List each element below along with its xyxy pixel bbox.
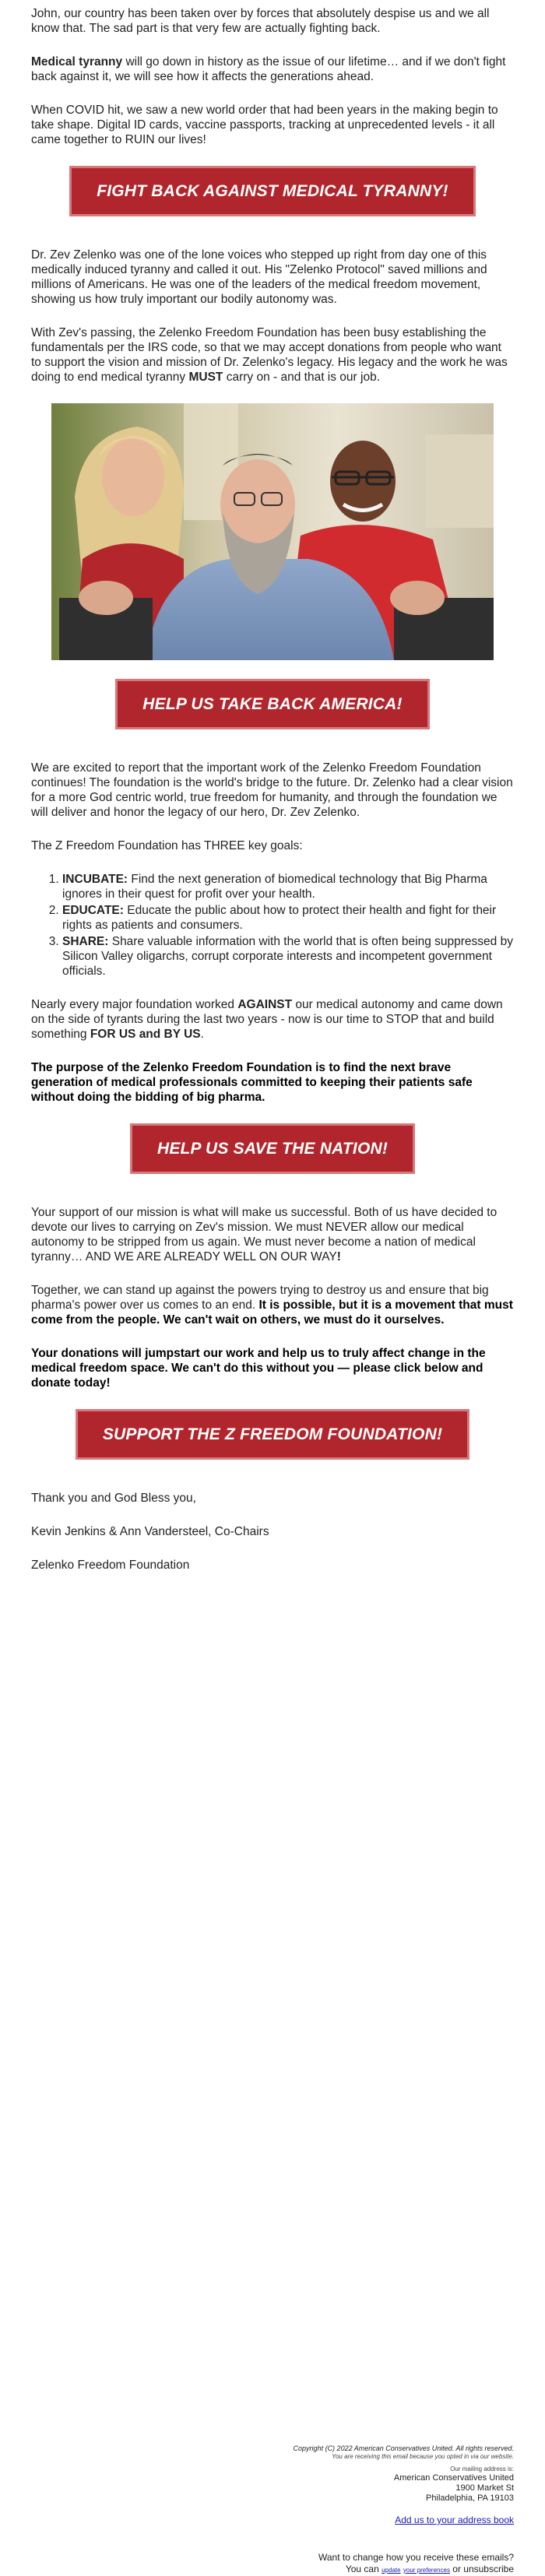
zelenko-paragraph: Dr. Zev Zelenko was one of the lone voices who stepped up right from day one of this medically induced tyranny and called it out. His "Zelenko Protocol" saved millions and millions of Americans. He was one of the leaders of the medical freedom movement, showing us how truly important our bodily autonomy was.: [31, 248, 487, 306]
email-footer: [202, 2444, 514, 2576]
goals-list: [31, 872, 514, 979]
you-can-text: You can: [345, 2564, 382, 2574]
paragraph-text: Together, we can stand up against the powers trying to destroy us and ensure that big pharma's power over us comes to an end.: [31, 1284, 489, 1312]
copyright-text: Copyright (C) 2022 American Conservatives United. All rights reserved.: [293, 2444, 514, 2452]
fight-back-button[interactable]: FIGHT BACK AGAINST MEDICAL TYRANNY!: [69, 166, 476, 216]
founders-photo: [51, 403, 494, 660]
list-item: [62, 903, 514, 933]
goal-label: SHARE:: [62, 935, 109, 948]
paragraph-text: carry on - and that is our job.: [223, 371, 381, 384]
goal-text: Find the next generation of biomedical technology that Big Pharma ignores in their quest for profit over your health.: [62, 873, 487, 901]
save-nation-button[interactable]: HELP US SAVE THE NATION!: [130, 1123, 415, 1174]
emphasis-text: AGAINST: [237, 998, 293, 1011]
goal-label: EDUCATE:: [62, 904, 124, 917]
thanks-text: Thank you and God Bless you,: [31, 1492, 196, 1505]
update-link[interactable]: update: [382, 2567, 401, 2574]
paragraph-text: Your support of our mission is what will make us successful. Both of us have decided to devote our lives to carrying on Zev's mission. We must NEVER allow our medical autonomy to be stripped from us again. We must never become a nation of medical tyranny… AND WE ARE ALREADY WELL ON OUR WAY: [31, 1206, 498, 1263]
list-item: [62, 872, 514, 901]
paragraph-text: With Zev's passing, the Zelenko Freedom Foundation has been busy establishing the fundamentals per the IRS code, so that we may accept donations from people who want to support the vision and mission of Dr. Zelenko's legacy. His legacy and the work he was doing to end medical tyranny: [31, 326, 508, 384]
take-back-america-button[interactable]: HELP US TAKE BACK AMERICA!: [115, 679, 429, 729]
mailing-label: Our mailing address is:: [450, 2465, 514, 2472]
covid-paragraph: When COVID hit, we saw a new world order that had been years in the making begin to take shape. Digital ID cards, vaccine passports, tracking at unprecedented levels - it all came together to RUIN our lives!: [31, 104, 498, 146]
address-name: American Conservatives United: [393, 2473, 514, 2483]
paragraph-text: will go down in history as the issue of our lifetime… and if we don't fight back against it, we will see how it affects the generations ahead.: [31, 55, 506, 83]
preferences-link[interactable]: your preferences: [403, 2567, 450, 2574]
address-book-link[interactable]: Add us to your address book: [395, 2514, 514, 2525]
emphasis-text: It is possible, but it is a movement that must come from the people. We can't wait on others, we must do it ourselves.: [31, 1299, 513, 1327]
emphasis-text: !: [336, 1250, 341, 1263]
together-paragraph: [31, 1283, 514, 1327]
receiving-text: You are receiving this email because you opted in via our website.: [332, 2453, 514, 2460]
emphasis-text: FOR US and BY US: [90, 1028, 201, 1041]
address-street: 1900 Market St: [455, 2483, 514, 2493]
emphasis-text: Medical tyranny: [31, 55, 123, 69]
support-paragraph: [31, 1205, 514, 1264]
goal-label: INCUBATE:: [62, 873, 128, 886]
goal-text: Share valuable information with the world that is often being suppressed by Silicon Valley oligarchs, corrupt corporate interests and incompetent government officials.: [62, 935, 513, 978]
unsubscribe-text[interactable]: unsubscribe: [463, 2564, 514, 2574]
legacy-paragraph: [31, 325, 514, 385]
medical-tyranny-paragraph: [31, 54, 514, 84]
emphasis-text: MUST: [188, 371, 223, 384]
address-city: Philadelphia, PA 19103: [426, 2493, 514, 2503]
paragraph-text: our medical autonomy and came down on the side of tyrants during the last two years - now is our time to STOP that and build something: [31, 998, 503, 1041]
donation-paragraph: Your donations will jumpstart our work and help us to truly affect change in the medical freedom space. We can't do this without you — please click below and donate today!: [31, 1347, 486, 1390]
paragraph-text: Nearly every major foundation worked: [31, 998, 238, 1011]
cta-row: [31, 166, 514, 216]
cta-row: [31, 679, 514, 729]
list-item: [62, 934, 514, 979]
email-body: [31, 0, 514, 2573]
foundations-against-paragraph: [31, 997, 514, 1042]
goal-text: Educate the public about how to protect their health and fight for their rights as patients and consumers.: [62, 904, 497, 932]
preferences-line: [202, 2564, 514, 2576]
cta-row: [31, 1409, 514, 1460]
foundation-continues-paragraph: We are excited to report that the important work of the Zelenko Freedom Foundation continues! The foundation is the world's bridge to the future. Dr. Zelenko had a clear vision for a more God centric world, true freedom for humanity, and through the foundation we will deliver and honor the legacy of our hero, Dr. Zev Zelenko.: [31, 761, 513, 819]
paragraph-text: .: [200, 1028, 204, 1041]
intro-paragraph: John, our country has been taken over by forces that absolutely despise us and we all know that. The sad part is that very few are actually fighting back.: [31, 7, 490, 35]
or-text: or: [449, 2564, 464, 2574]
change-emails-text: Want to change how you receive these emails?: [318, 2552, 514, 2563]
purpose-paragraph: The purpose of the Zelenko Freedom Foundation is to find the next brave generation of medical professionals committed to keeping their patients safe without doing the bidding of big pharma.: [31, 1061, 473, 1104]
support-foundation-button[interactable]: SUPPORT THE Z FREEDOM FOUNDATION!: [76, 1409, 469, 1460]
signers-text: Kevin Jenkins & Ann Vandersteel, Co-Chairs: [31, 1525, 269, 1538]
org-text: Zelenko Freedom Foundation: [31, 1559, 190, 1572]
cta-row: [31, 1123, 514, 1174]
goals-intro: The Z Freedom Foundation has THREE key goals:: [31, 839, 303, 852]
